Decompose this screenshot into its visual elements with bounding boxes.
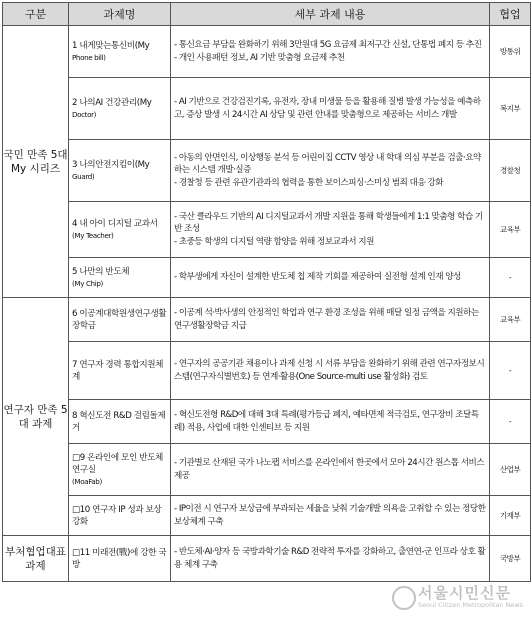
task-name: □9 온라인에 모인 반도체연구실 (MoaFab) xyxy=(69,444,171,496)
coop-agency: - xyxy=(490,258,531,298)
task-name: 7 연구자 경력 통합지원체계 xyxy=(69,342,171,400)
table-header-row xyxy=(3,3,531,26)
task-name: 4 내 아이 디지털 교과서 (My Teacher) xyxy=(69,202,171,258)
task-detail: - 국산 클라우드 기반의 AI 디지털교과서 개발 지원을 통해 학생들에게 1:1 맞춤형 학습 기반 조성 - 초중등 학생의 디지털 역량 함양을 위해 정보교과서 지원 xyxy=(171,202,490,258)
coop-agency: 교육부 xyxy=(490,202,531,258)
table-row xyxy=(3,342,531,400)
task-detail: - 반도체·AI·양자 등 국방과학기술 R&D 전략적 투자를 강화하고, 출연연-군 인프라 상호 활용 체계 구축 xyxy=(171,536,490,582)
coop-agency: - xyxy=(490,342,531,400)
coop-agency: 국방부 xyxy=(490,536,531,582)
news-watermark xyxy=(392,578,532,618)
watermark-subtitle: Seoul Citizen Metropolitan News xyxy=(418,601,524,609)
table-row xyxy=(3,140,531,202)
coop-agency: 경찰청 xyxy=(490,140,531,202)
group-label-interministerial: 부처협업대표과제 xyxy=(3,536,69,582)
watermark-title: 서울시민신문 xyxy=(418,584,511,602)
task-detail: - 혁신도전형 R&D에 대해 3대 특례(평가등급 폐지, 예타면제 적극검토, 연구장비 조달특례) 적용, 사업에 대한 인센티브 등 지원 xyxy=(171,400,490,444)
task-name: □10 연구자 IP 성과 보상강화 xyxy=(69,496,171,536)
coop-agency: 교육부 xyxy=(490,298,531,342)
task-name: 2 나의AI 건강관리(My Doctor) xyxy=(69,78,171,140)
table-row xyxy=(3,26,531,78)
watermark-logo-icon xyxy=(392,586,416,610)
group-label-researcher: 연구자 만족 5대 과제 xyxy=(3,298,69,536)
coop-agency: 산업부 xyxy=(490,444,531,496)
task-detail: - AI 기반으로 건강검진기록, 유전자, 장내 미생물 등을 활용해 질병 발생 가능성을 예측하고, 증상 발생 시 24시간 AI 상담 및 관련 안내를 맞춤형으로 제공하는 서비스 개발 xyxy=(171,78,490,140)
task-name: 1 내게맞는통신비(My Phone bill) xyxy=(69,26,171,78)
header-cooperation: 협업 xyxy=(490,3,531,26)
table-row xyxy=(3,536,531,582)
table-row xyxy=(3,78,531,140)
table-row xyxy=(3,202,531,258)
task-detail: - 아동의 안면인식, 이상행동 분석 등 어린이집 CCTV 영상 내 학대 의심 부분을 검출·요약하는 시스템 개발·실증 - 경찰청 등 관련 유관기관과의 협력을 통한 보이스피싱·스미싱 범죄 대응 강화 xyxy=(171,140,490,202)
task-detail: - 연구자의 공공기관 채용이나 과제 신청 시 서류 부담을 완화하기 위해 관련 연구자정보시스템(연구자식별번호) 등 연계·활용(One Source-multi use 활성화) 검토 xyxy=(171,342,490,400)
policy-table xyxy=(2,2,531,582)
coop-agency: 복지부 xyxy=(490,78,531,140)
header-task-detail: 세부 과제 내용 xyxy=(171,3,490,26)
table-row xyxy=(3,496,531,536)
task-detail: - 통신요금 부담을 완화하기 위해 3만원대 5G 요금제 최저구간 신설, 단통법 폐지 등 추진 - 개인 사용패턴 정보, AI 기반 맞춤형 요금제 추천 xyxy=(171,26,490,78)
task-detail: - 이공계 석·박사생의 안정적인 학업과 연구 환경 조성을 위해 매달 일정 금액을 지원하는 연구생활장학금 지급 xyxy=(171,298,490,342)
table-row xyxy=(3,258,531,298)
table-row xyxy=(3,298,531,342)
task-name: 6 이공계대학원생연구생활장학금 xyxy=(69,298,171,342)
task-name: 3 나의안전지킴이(My Guard) xyxy=(69,140,171,202)
header-task-name: 과제명 xyxy=(69,3,171,26)
group-label-citizen: 국민 만족 5대 My 시리즈 xyxy=(3,26,69,298)
table-row xyxy=(3,400,531,444)
coop-agency: - xyxy=(490,400,531,444)
task-detail: - 학부생에게 자신이 설계한 반도체 칩 제작 기회를 제공하여 실전형 설계 인재 양성 xyxy=(171,258,490,298)
header-category: 구분 xyxy=(3,3,69,26)
task-name: 8 혁신도전 R&D 걸림돌제거 xyxy=(69,400,171,444)
task-name: □11 미래전(戰)에 강한 국방 xyxy=(69,536,171,582)
task-detail: - IP이전 시 연구자 보상금에 부과되는 세율을 낮춰 기술개발 의욕을 고취할 수 있는 정당한 보상체계 구축 xyxy=(171,496,490,536)
coop-agency: 방통위 xyxy=(490,26,531,78)
coop-agency: 기재부 xyxy=(490,496,531,536)
task-detail: - 기관별로 산재된 국가 나노팹 서비스를 온라인에서 한곳에서 모아 24시간 원스톱 서비스 제공 xyxy=(171,444,490,496)
table-row xyxy=(3,444,531,496)
task-name: 5 나만의 반도체 (My Chip) xyxy=(69,258,171,298)
